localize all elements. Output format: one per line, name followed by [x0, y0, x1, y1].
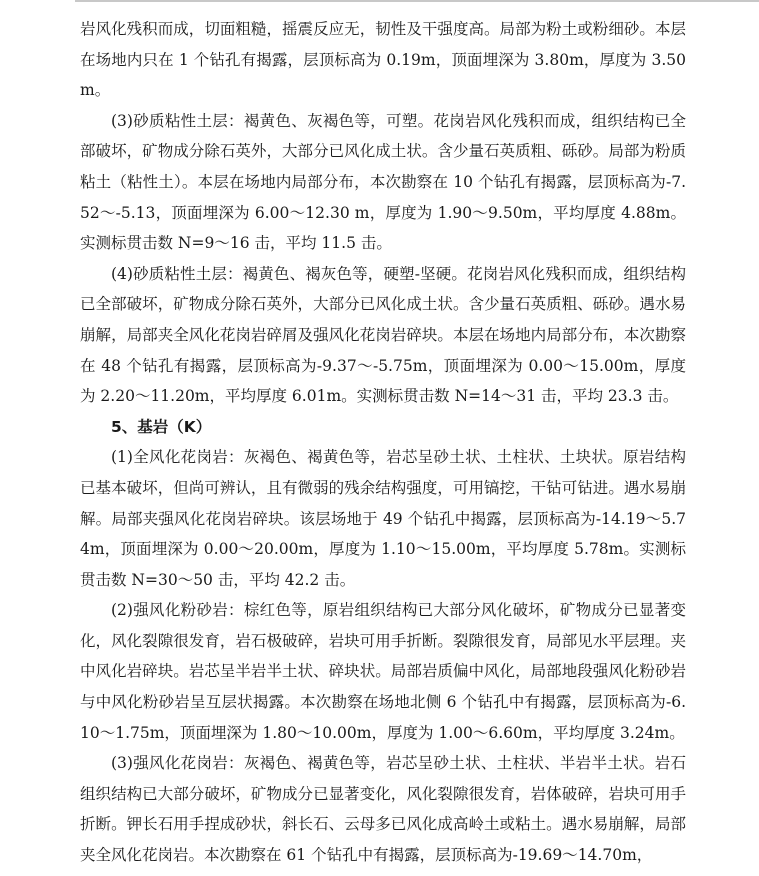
- paragraph-continuation: 岩风化残积而成，切面粗糙，摇震反应无，韧性及干强度高。局部为粉土或粉细砂。本层在场地内只在 1 个钻孔有揭露，层顶标高为 0.19m，顶面埋深为 3.80m，厚度为 3.50m。: [80, 20, 686, 100]
- paragraph-fully-weathered-granite: (1)全风化花岗岩：灰褐色、褐黄色等，岩芯呈砂土状、土柱状、土块状。原岩结构已基本破坏，但尚可辨认，且有微弱的残余结构强度，可用镐挖，干钻可钻进。遇水易崩解。局部夹强风化花岗岩碎块。该层场地于 49 个钻孔中揭露，层顶标高为-14.19～5.74m，顶面埋深为 0.00～20.00m，厚度为 1.10～15.00m，平均厚度 5.78m。实测标贯击数 N=30～50 击，平均 42.2 击。: [80, 448, 686, 589]
- section-heading-bedrock: 5、基岩（K）: [111, 417, 212, 436]
- paragraph-sandy-clay-layer-3: (3)砂质粘性土层：褐黄色、灰褐色等，可塑。花岗岩风化残积而成，组织结构已全部破坏，矿物成分除石英外，大部分已风化成土状。含少量石英质粗、砾砂。局部为粉质粘土（粘性土）。本层在场地内局部分布，本次勘察在 10 个钻孔有揭露，层顶标高为-7.52～-5.13，顶面埋深为 6.00～12.30 m，厚度为 1.90～9.50m，平均厚度 4.88m。实测标贯击数 N=9～16 击，平均 11.5 击。: [80, 111, 686, 253]
- document-body: [80, 14, 686, 871]
- page-top-border: [75, 0, 759, 2]
- paragraph-strongly-weathered-siltstone: (2)强风化粉砂岩：棕红色等，原岩组织结构已大部分风化破坏，矿物成分已显著变化，风化裂隙很发育，岩石极破碎，岩块可用手折断。裂隙很发育，局部见水平层理。夹中风化岩碎块。岩芯呈半岩半土状、碎块状。局部岩质偏中风化，局部地段强风化粉砂岩与中风化粉砂岩呈互层状揭露。本次勘察在场地北侧 6 个钻孔中有揭露，层顶标高为-6.10～1.75m，顶面埋深为 1.80～10.00m，厚度为 1.00～6.60m，平均厚度 3.24m。: [80, 601, 686, 742]
- paragraph-sandy-clay-layer-4: (4)砂质粘性土层：褐黄色、褐灰色等，硬塑-坚硬。花岗岩风化残积而成，组织结构已全部破坏，矿物成分除石英外，大部分已风化成土状。含少量石英质粗、砾砂。遇水易崩解，局部夹全风化花岗岩碎屑及强风化花岗岩碎块。本层在场地内局部分布，本次勘察在 48 个钻孔有揭露，层顶标高为-9.37～-5.75m，顶面埋深为 0.00～15.00m，厚度为 2.20～11.20m，平均厚度 6.01m。实测标贯击数 N=14～31 击，平均 23.3 击。: [80, 264, 686, 406]
- paragraph-strongly-weathered-granite: (3)强风化花岗岩：灰褐色、褐黄色等，岩芯呈砂土状、土柱状、半岩半土状。岩石组织结构已大部分破坏，矿物成分已显著变化，风化裂隙很发育，岩体破碎，岩块可用手折断。钾长石用手捏成砂状，斜长石、云母多已风化成高岭土或粘土。遇水易崩解，局部夹全风化花岗岩。本次勘察在 61 个钻孔中有揭露，层顶标高为-19.69～14.70m，: [80, 754, 686, 865]
